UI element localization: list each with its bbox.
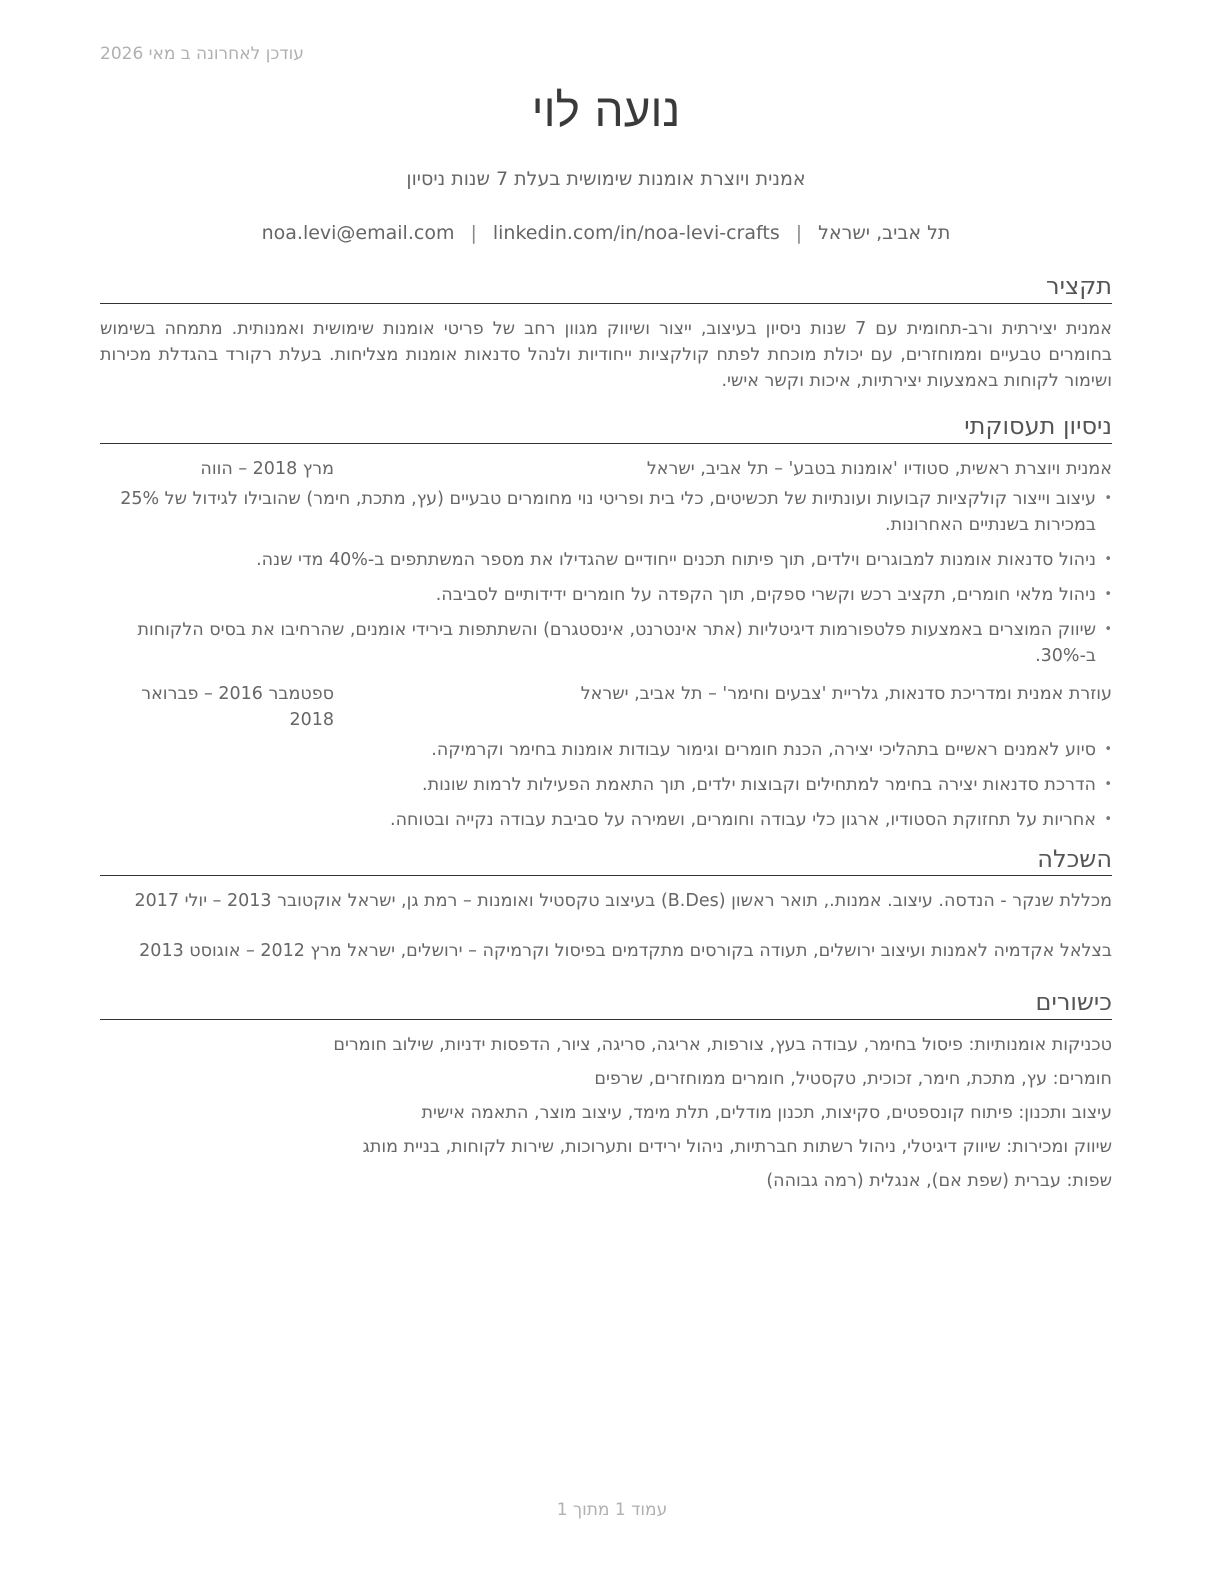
education-heading: השכלה: [100, 845, 1112, 877]
email-link[interactable]: noa.levi@email.com: [261, 222, 455, 244]
education-item: בצלאל אקדמיה לאמנות ועיצוב ירושלים, תעודה בקורסים מתקדמים בפיסול וקרמיקה – ירושלים, ישראל מרץ 2012 – אוגוסט 2013: [139, 941, 1112, 962]
resume-page: [100, 0, 1112, 1584]
contact-line: [100, 222, 1112, 244]
skill-line: חומרים: עץ, מתכת, חימר, זכוכית, טקסטיל, חומרים ממוחזרים, שרפים: [594, 1069, 1112, 1090]
job-dates: ספטמבר 2016 – פברואר 2018: [141, 683, 334, 730]
last-updated: עודכן לאחרונה ב מאי 2026: [100, 44, 304, 64]
job-bullet: • עיצוב וייצור קולקציות קבועות ועונתיות של תכשיטים, כלי בית ופריטי נוי מחומרים טבעיים (עץ, מתכת, חימר) שהובילו לגידול של 25% במכירות בשנתיים האחרונות.: [100, 486, 1112, 538]
skill-line: שיווק ומכירות: שיווק דיגיטלי, ניהול רשתות חברתיות, ניהול ירידים ותערוכות, שירות לקוחות, בניית מותג: [362, 1137, 1112, 1158]
skills-heading: כישורים: [100, 988, 1112, 1020]
job-bullets: [100, 486, 1112, 669]
job-header: [100, 681, 1112, 733]
resume-body: [100, 272, 1112, 1202]
tagline: אמנית ויוצרת אומנות שימושית בעלת 7 שנות ניסיון: [406, 168, 806, 190]
job-dates: מרץ 2018 – הווה: [200, 458, 334, 479]
linkedin-link[interactable]: linkedin.com/in/noa-levi-crafts: [492, 222, 780, 244]
job-header: [100, 456, 1112, 482]
candidate-name: נועה לוי: [531, 83, 681, 137]
contact-separator: |: [795, 222, 803, 244]
job-entry: [100, 681, 1112, 833]
contact-separator: |: [470, 222, 477, 244]
education-item: מכללת שנקר - הנדסה. עיצוב. אמנות., תואר ראשון (B.Des) בעיצוב טקסטיל ואומנות – רמת גן, ישראל אוקטובר 2013 – יולי 2017: [134, 891, 1112, 912]
skill-line: טכניקות אומנותיות: פיסול בחימר, עבודה בעץ, צורפות, אריגה, סריגה, ציור, הדפסות ידניות, שילוב חומרים: [333, 1035, 1112, 1056]
job-bullet: • אחריות על תחזוקת הסטודיו, ארגון כלי עבודה וחומרים, ושמירה על סביבת עבודה נקייה ובטוחה.: [100, 807, 1112, 833]
job-bullet: • ניהול סדנאות אומנות למבוגרים וילדים, תוך פיתוח תכנים ייחודיים שהגדילו את מספר המשתתפים ב-40% מדי שנה.: [100, 547, 1112, 573]
job-bullet: • שיווק המוצרים באמצעות פלטפורמות דיגיטליות (אתר אינטרנט, אינסטגרם) והשתתפות בירידי אומנים, שהרחיבו את בסיס הלקוחות ב-30%.: [100, 617, 1112, 669]
summary-heading: תקציר: [100, 272, 1112, 304]
page-number: עמוד 1 מתוך 1: [556, 1500, 668, 1520]
job-bullet: • ניהול מלאי חומרים, תקציב רכש וקשרי ספקים, תוך הקפדה על חומרים ידידותיים לסביבה.: [100, 582, 1112, 608]
job-title: עוזרת אמנית ומדריכת סדנאות, גלריית 'צבעים וחימר' – תל אביב, ישראל: [580, 683, 1112, 704]
skill-line: עיצוב ותכנון: פיתוח קונספטים, סקיצות, תכנון מודלים, תלת מימד, עיצוב מוצר, התאמה אישית: [421, 1103, 1112, 1124]
skill-line: שפות: עברית (שפת אם), אנגלית (רמה גבוהה): [766, 1171, 1112, 1192]
job-bullets: [100, 737, 1112, 833]
job-entry: [100, 456, 1112, 669]
summary-text: אמנית יצירתית ורב-תחומית עם 7 שנות ניסיון בעיצוב, ייצור ושיווק מגוון רחב של פריטי אומנות שימושית ואמנותית. מתמחה בשימוש בחומרים טבעיים וממוחזרים, עם יכולת מוכחת לפתח קולקציות ייחודיות ולנהל סדנאות אומנות מצליחות. בעלת רקורד בהגדלת מכירות ושימור לקוחות באמצעות יצירתיות, איכות וקשר אישי.: [100, 318, 1112, 391]
job-bullet: • סיוע לאמנים ראשיים בתהליכי יצירה, הכנת חומרים וגימור עבודות אומנות בחימר וקרמיקה.: [100, 737, 1112, 763]
job-title: אמנית ויוצרת ראשית, סטודיו 'אומנות בטבע' – תל אביב, ישראל: [646, 458, 1112, 479]
location: תל אביב, ישראל: [818, 222, 951, 244]
job-bullet: • הדרכת סדנאות יצירה בחימר למתחילים וקבוצות ילדים, תוך התאמת הפעילות לרמות שונות.: [100, 772, 1112, 798]
experience-heading: ניסיון תעסוקתי: [100, 412, 1112, 444]
